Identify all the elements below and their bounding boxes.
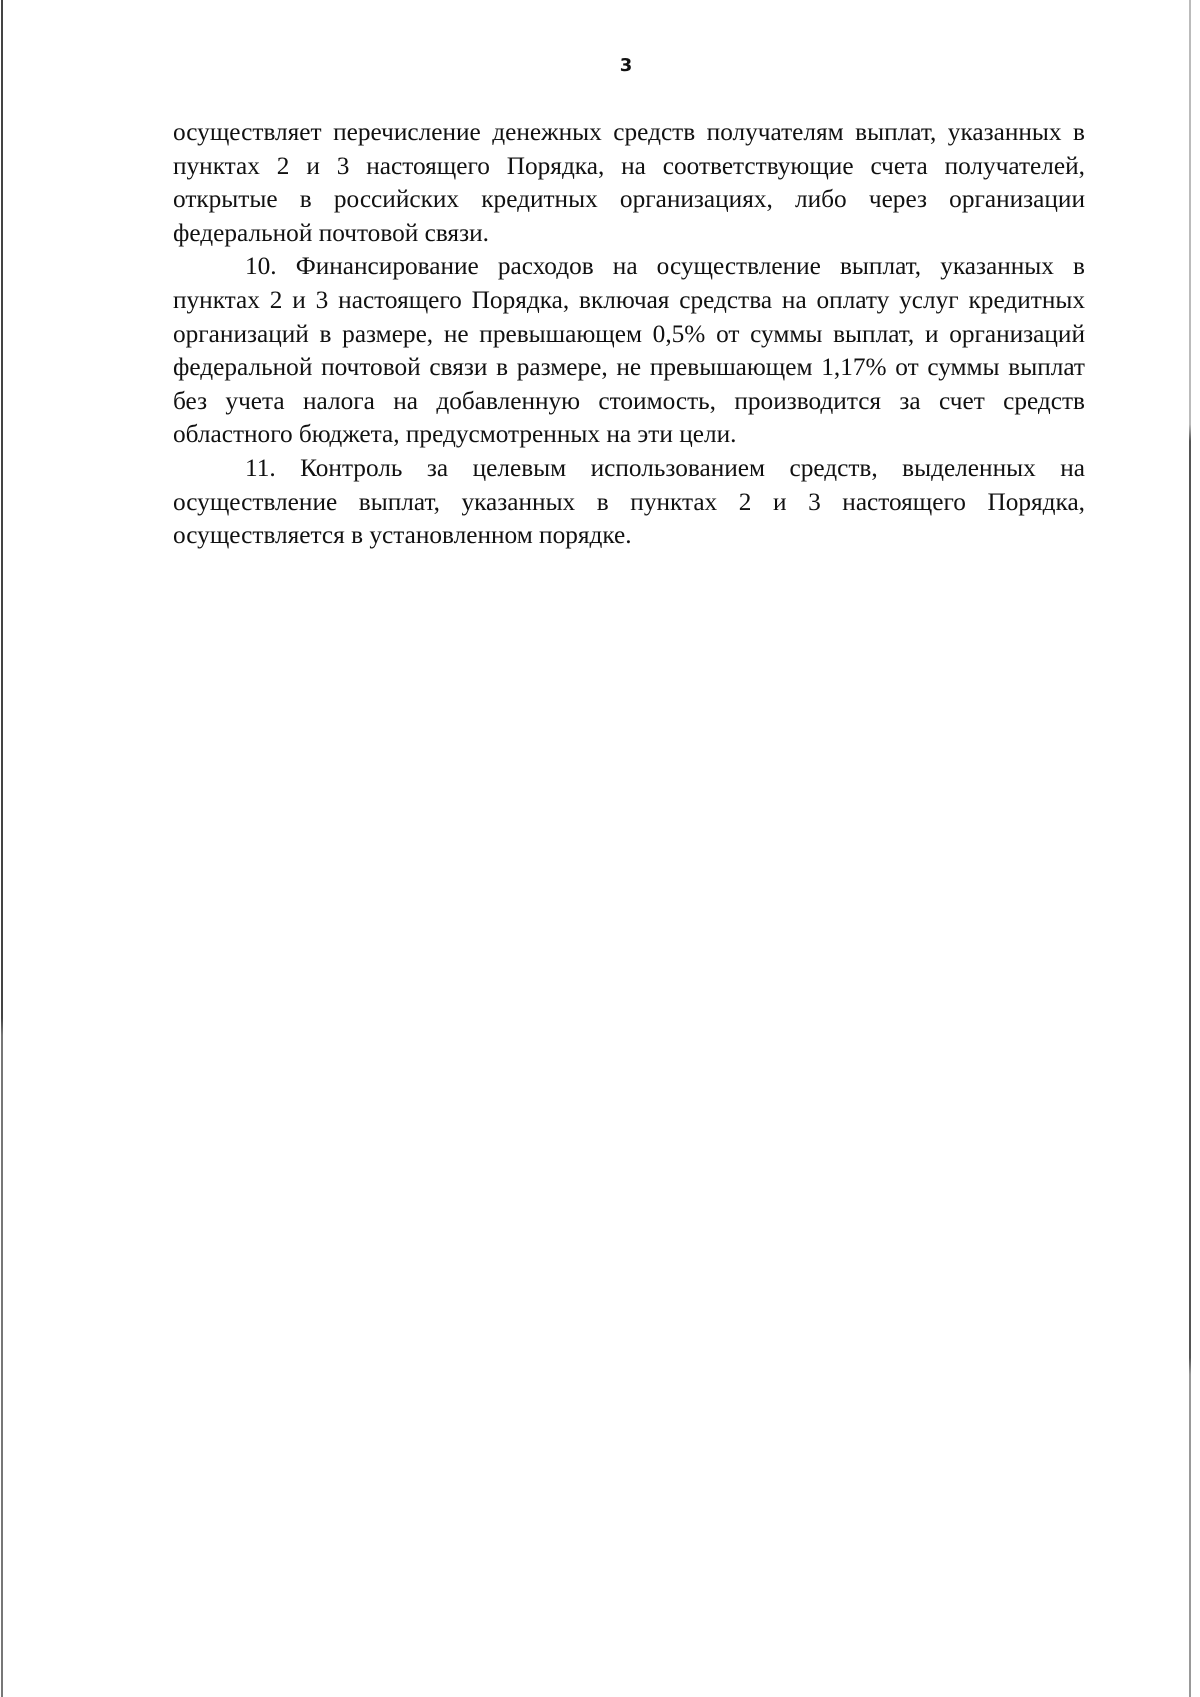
paragraph-item-10: 10. Финансирование расходов на осуществление выплат, указанных в пунктах 2 и 3 настоящего Порядка, включая средства на оплату услуг кредитных организаций в размере, не превышающем 0,5% от суммы выплат, и организаций федеральной почтовой связи в размере, не превышающем 1,17% от суммы выплат без учета налога на добавленную стоимость, производится за счет средств областного бюджета, предусмотренных на эти цели. — [173, 252, 1085, 449]
scan-edge-right — [1189, 0, 1191, 1697]
document-body — [173, 116, 1085, 553]
scan-edge-left — [1, 0, 3, 1697]
page-number: 3 — [619, 55, 633, 76]
paragraph-item-11: 11. Контроль за целевым использованием средств, выделенных на осуществление выплат, указанных в пунктах 2 и 3 настоящего Порядка, осуществляется в установленном порядке. — [173, 453, 1085, 550]
paragraph-continuation: осуществляет перечисление денежных средств получателям выплат, указанных в пунктах 2 и 3 настоящего Порядка, на соответствующие счета получателей, открытые в российских кредитных организациях, либо через организации федеральной почтовой связи. — [173, 118, 1085, 247]
